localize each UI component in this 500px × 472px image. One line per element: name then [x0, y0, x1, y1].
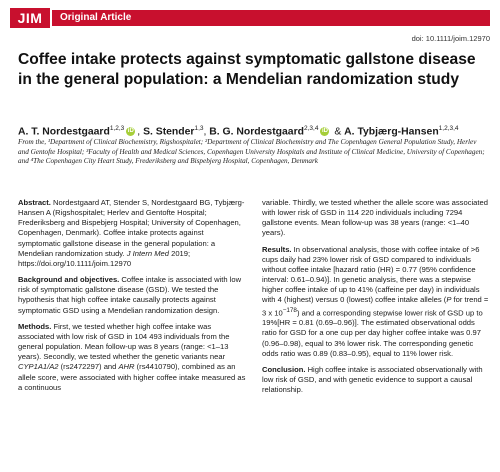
gene-name: CYP1A1/A2 — [18, 362, 59, 372]
author-separator: & — [331, 126, 345, 138]
author-separator: , — [203, 126, 210, 138]
conclusion-paragraph — [262, 365, 490, 395]
methods-continued: variable. Thirdly, we tested whether the allele score was associated with lower risk of GSD in 114 220 individuals including 7294 gallstone events. Mean follow-up was 38 years (range: <1–40 years). — [262, 198, 488, 238]
author-affiliation-marks: 1,2,3,4 — [438, 125, 459, 132]
results-paragraph — [262, 245, 490, 359]
conclusion-text: High coffee intake is associated observationally with low risk of GSD, and with genetic evidence to support a causal relationship. — [262, 364, 483, 395]
journal-logo: JIM — [10, 8, 50, 28]
background-paragraph — [18, 275, 246, 316]
author-name[interactable]: S. Stender — [143, 126, 195, 138]
abstract-left-column — [18, 198, 246, 399]
abstract-label: Abstract. — [18, 198, 51, 207]
author-name[interactable]: B. G. Nordestgaard — [209, 126, 304, 138]
orcid-icon[interactable]: iD — [321, 128, 328, 135]
background-label: Background and objectives. — [18, 275, 120, 285]
results-text: for trend = 3 x 10 — [262, 295, 489, 318]
results-label: Results. — [262, 244, 292, 254]
author-list — [18, 122, 488, 139]
affiliations: From the, ¹Department of Clinical Biochemistry, Rigshospitalet; ²Department of Clinical Biochemistry and The Copenhagen General Population Study, Herlev and Gentofte Hospital; ³Faculty of Health and Medical Sciences, Copenhagen University Hospitals and Institute of Clinical Medicine, University of Copenhagen; and ⁴The Copenhagen City Heart Study, Frederiksberg and Bispebjerg Hospital, Copenhagen, Denmark — [18, 138, 485, 165]
abstract-citation — [18, 198, 246, 269]
author-affiliation-marks: 1,3 — [194, 125, 204, 132]
author-name[interactable]: A. Tybjærg-Hansen — [344, 126, 439, 138]
citation-tail: 2019; https://doi.org/10.1111/joim.12970 — [18, 248, 191, 268]
article-title: Coffee intake protects against symptomatic gallstone disease in the general population: a Mendelian randomization study — [18, 51, 476, 88]
orcid-icon[interactable]: iD — [127, 128, 134, 135]
author-separator: , — [137, 126, 144, 138]
results-text: ) and a corresponding stepwise lower risk of GSD up to 19%[HR = 0.81 (0.69–0.96)]. The estimated observational odds ratio for GSD for a one cup per day higher coffee intake was 0.97 (0.96–0.98), equal to 3% lower risk. The corresponding genetic odds ratio was 0.89 (0.83–0.95), equal to 11% lower risk. — [262, 308, 483, 358]
abstract-right-column — [262, 198, 490, 401]
gene-name: AHR — [118, 362, 135, 372]
author-affiliation-marks: 1,2,3 — [109, 125, 125, 132]
methods-text: (rs2472297) and — [58, 362, 119, 372]
doi-line[interactable]: doi: 10.1111/joim.12970 — [411, 34, 490, 43]
journal-header — [10, 8, 490, 28]
journal-abbrev: J Intern Med — [126, 248, 169, 258]
section-banner: Original Article — [52, 10, 490, 26]
author-affiliation-marks: 2,3,4 — [303, 125, 319, 132]
methods-text: First, we tested whether high coffee intake was associated with low risk of GSD in 104 493 individuals from the general population. Mean follow-up was 8 years (range: <1–13 years). Secondly, we tested whether the genetic variants near — [18, 321, 230, 362]
abstract-text: Nordestgaard AT, Stender S, Nordestgaard BG, Tybjærg-Hansen A (Rigshospitalet; Herlev and Gentofte Hospital; Frederiksberg and Bispebjerg Hospital; University of Copenhagen, Copenhagen, Denmark). Coffee intake protects against symptomatic gallstone disease in the general population: a Mendelian randomization study. — [18, 198, 245, 258]
methods-paragraph — [18, 322, 246, 393]
p-value-exponent: −178 — [282, 306, 297, 314]
methods-text: (rs4410790), combined as an allele score, were associated with higher coffee intake measured as a continuous — [18, 362, 246, 392]
results-text: In observational analysis, those with coffee intake of >6 cups daily had 23% lower risk of GSD compared to individuals without coffee intake [hazard ratio (HR) = 0.77 (95% confidence interval: 0.61–0.94)]. In genetic analysis, there was a stepwise higher coffee intake of up to 41% (caffeine per day) in individuals with 4 (highest) versus 0 (lowest) coffee intake alleles ( — [262, 244, 480, 305]
methods-label: Methods. — [18, 321, 52, 331]
author-name[interactable]: A. T. Nordestgaard — [18, 126, 110, 138]
conclusion-label: Conclusion. — [262, 364, 306, 374]
background-text: Coffee intake is associated with low risk of symptomatic gallstone disease (GSD). We tested the hypothesis that high coffee intake causally protects against symptomatic GSD using a Mendelian randomization design. — [18, 275, 242, 315]
p-value-symbol: P — [446, 295, 452, 305]
